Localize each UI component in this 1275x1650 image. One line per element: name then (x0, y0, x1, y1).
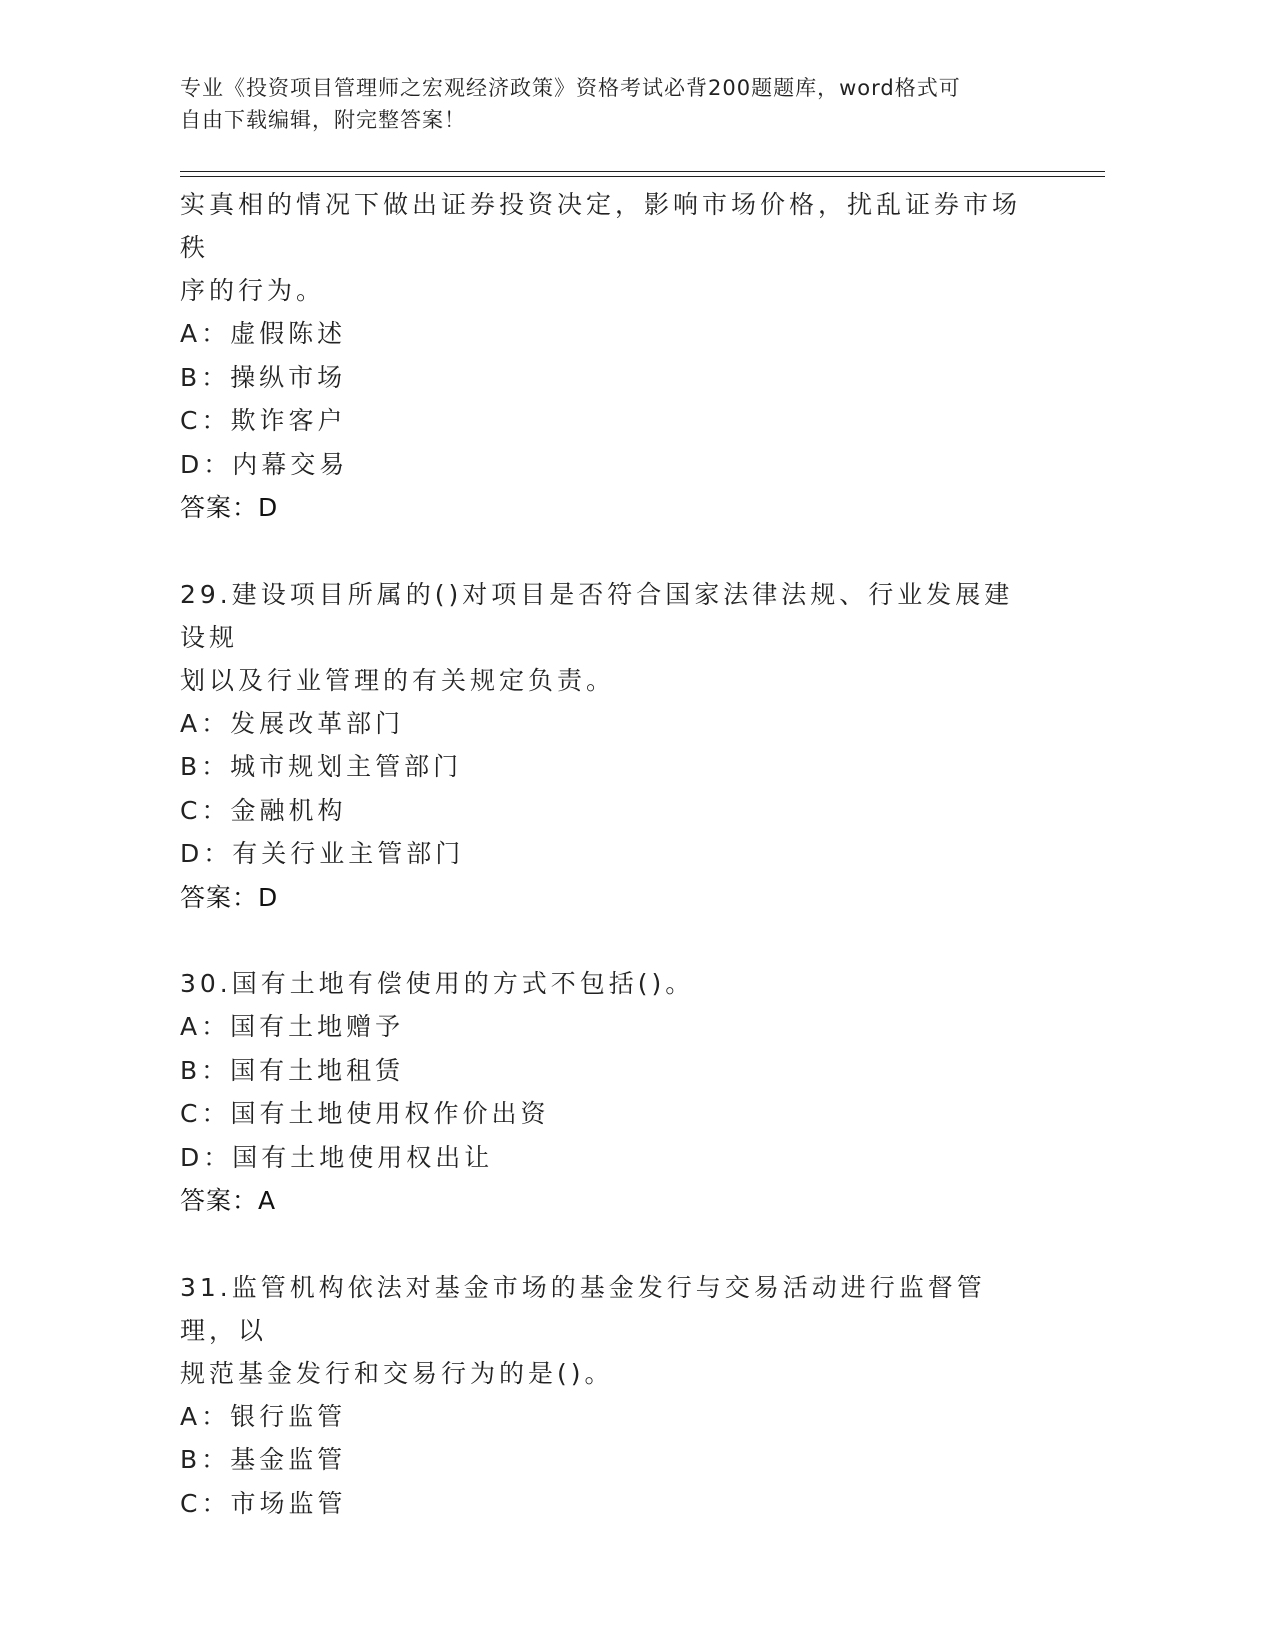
option-a: A：银行监管 (180, 1401, 347, 1431)
question-text: 实真相的情况下做出证券投资决定，影响市场价格，扰乱证券市场秩 (180, 190, 1022, 262)
question-text: 30.国有土地有偿使用的方式不包括()。 (180, 969, 695, 998)
option-b: B：城市规划主管部门 (180, 752, 463, 781)
header-line-1: 专业《投资项目管理师之宏观经济政策》资格考试必背200题题库，word格式可 (180, 76, 961, 100)
option-b: B：国有土地租赁 (180, 1055, 405, 1085)
option-d: D：国有土地使用权出让 (180, 1142, 494, 1172)
header-line-2: 自由下载编辑，附完整答案！ (180, 108, 466, 132)
question-text: 序的行为。 (180, 276, 326, 305)
answer: 答案：A (180, 1186, 277, 1215)
option-b: B：基金监管 (180, 1445, 347, 1474)
option-c: C：金融机构 (180, 795, 347, 825)
option-c: C：欺诈客户 (180, 406, 347, 435)
spacer (180, 530, 1040, 573)
option-a: A：发展改革部门 (180, 708, 405, 738)
answer: 答案：D (180, 493, 279, 522)
option-a: A：国有土地赠予 (180, 1012, 405, 1041)
question-31 (180, 1266, 1040, 1526)
spacer (180, 919, 1040, 962)
header-divider-bottom (180, 176, 1105, 177)
spacer (180, 1223, 1040, 1266)
header-divider-top (180, 171, 1105, 172)
answer: 答案：D (180, 882, 279, 912)
option-a: A：虚假陈述 (180, 319, 347, 348)
question-28 (180, 183, 1040, 530)
option-c: C：国有土地使用权作价出资 (180, 1099, 550, 1128)
question-text: 规范基金发行和交易行为的是()。 (180, 1358, 614, 1388)
question-text: 29.建设项目所属的()对项目是否符合国家法律法规、行业发展建设规 (180, 579, 1014, 652)
question-list (180, 183, 1040, 1525)
option-b: B：操纵市场 (180, 362, 347, 392)
question-text: 31.监管机构依法对基金市场的基金发行与交易活动进行监督管理，以 (180, 1272, 986, 1345)
option-d: D：有关行业主管部门 (180, 839, 465, 868)
question-29 (180, 573, 1040, 920)
option-c: C：市场监管 (180, 1488, 347, 1518)
option-d: D：内幕交易 (180, 449, 349, 479)
question-30 (180, 962, 1040, 1223)
document-header (180, 72, 1040, 136)
question-text: 划以及行业管理的有关规定负责。 (180, 665, 616, 695)
